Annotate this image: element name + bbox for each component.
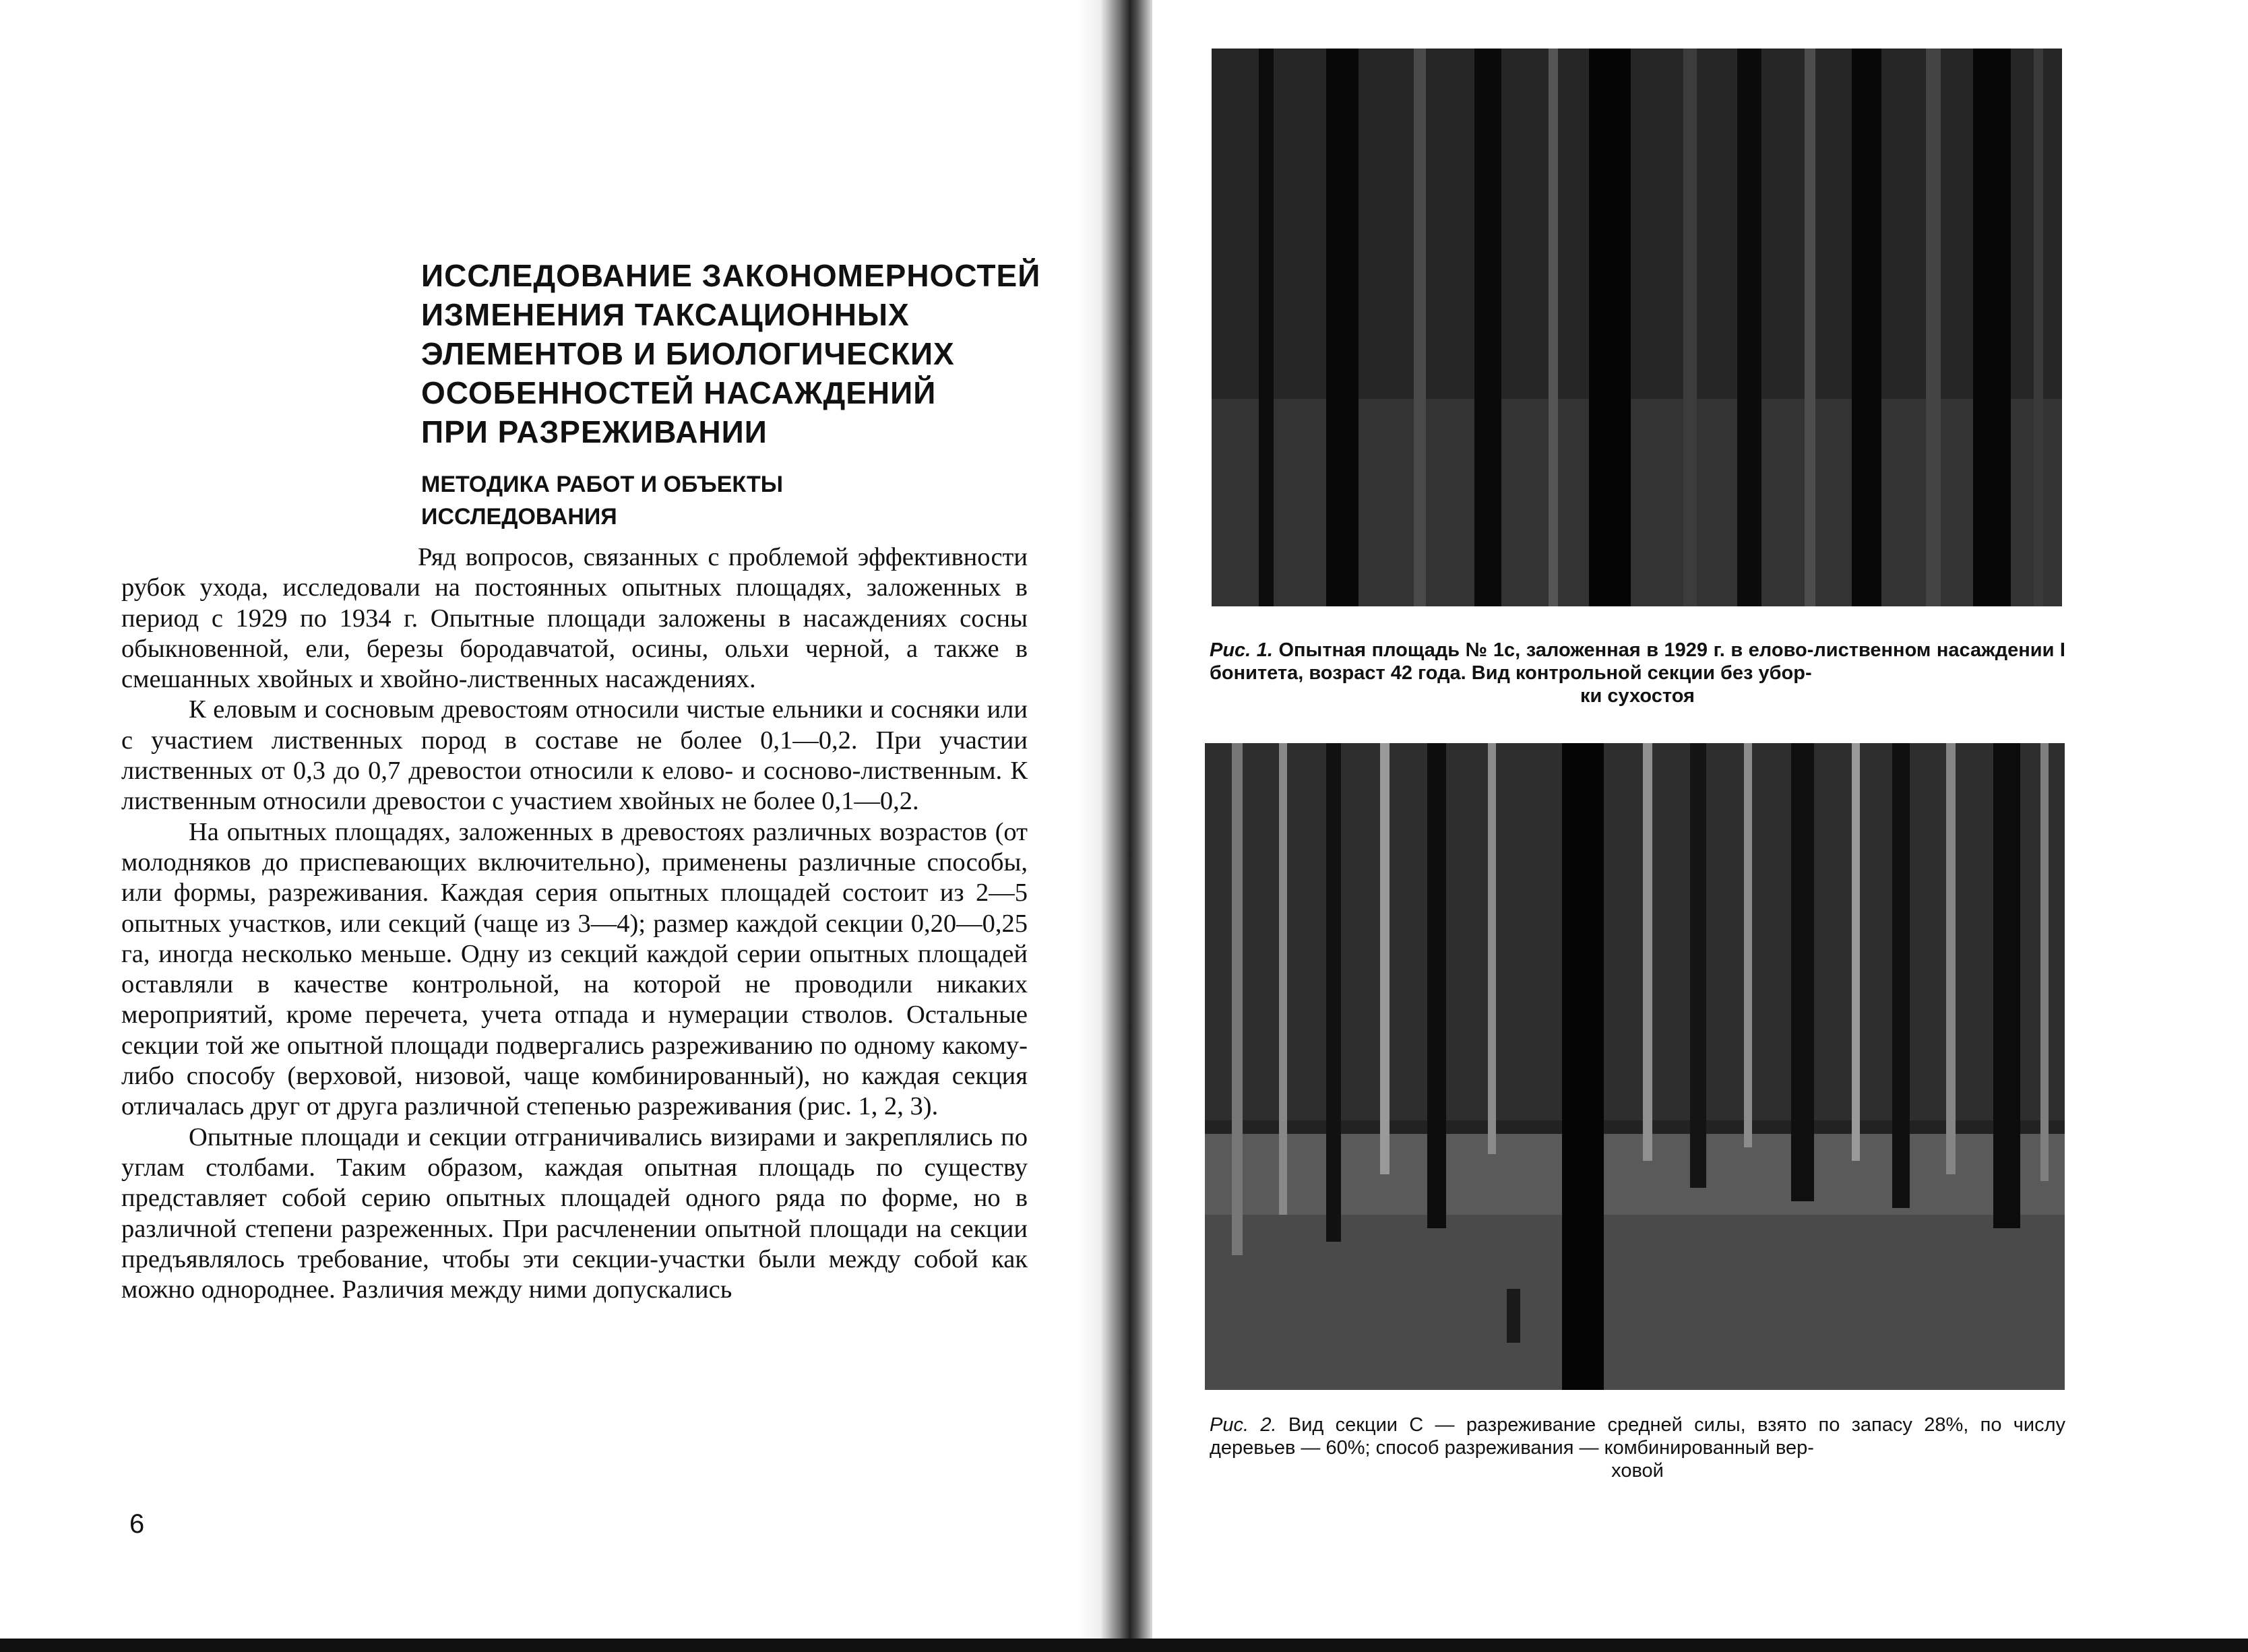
figure-2-label: Рис. 2. <box>1210 1414 1277 1436</box>
section-heading <box>421 468 960 533</box>
forest-photo-1 <box>1212 49 2062 606</box>
paragraph: На опытных площадях, заложенных в древостоях различных возрастов (от молодняков до приспевающих включительно), применены различные способы, или формы, разреживания. Каждая серия опытных площадей состоит из 2—5 опытных участков, или секций (чаще из 3—4); размер каждой секции 0,20—0,25 га, иногда несколько меньше. Одну из секций каждой серии опытных площадей оставляли в качестве контрольной, на которой не проводили никаких мероприятий, кроме перечета, учета отпада и нумерации стволов. Остальные секции той же опытной площади подвергались разреживанию по одному какому-либо способу (верховой, низовой, чаще комбинированный), но каждая секция отличалась друг от друга различной степенью разреживания (рис. 1, 2, 3). <box>121 817 1028 1121</box>
forest-photo-1-image <box>1212 49 2062 606</box>
body-text <box>121 542 1028 1305</box>
title-line: ОСОБЕННОСТЕЙ НАСАЖДЕНИЙ <box>421 375 937 410</box>
left-page <box>0 0 1098 1652</box>
figure-2-caption-end: ховой <box>1611 1460 1664 1482</box>
page-number: 6 <box>129 1509 145 1539</box>
paragraph: Ряд вопросов, связанных с проблемой эффективности рубок ухода, исследовали на постоянных опытных площадях, заложенных в период с 1929 по 1934 г. Опытные площади заложены в насаждениях сосны обыкновенной, ели, березы бородавчатой, осины, ольхи черной, а также в смешанных хвойных и хвойно-лиственных насаждениях. <box>121 543 1028 694</box>
subtitle-line: МЕТОДИКА РАБОТ И ОБЪЕКТЫ <box>421 472 784 497</box>
paragraph: К еловым и сосновым древостоям относили чистые ельники и сосняки или с участием лиственных пород в составе не более 0,1—0,2. При участии лиственных от 0,3 до 0,7 древостои относили к елово- и сосново-лиственным. К лиственным относили древостои с участием хвойных не более 0,1—0,2. <box>121 695 1028 816</box>
title-line: ИССЛЕДОВАНИЕ ЗАКОНОМЕРНОСТЕЙ <box>421 258 1041 293</box>
figure-1-caption-end: ки сухостоя <box>1580 685 1695 707</box>
forest-photo-2 <box>1205 743 2065 1390</box>
figure-2-caption <box>1210 1413 2065 1482</box>
scan-bottom-edge <box>0 1639 2248 1652</box>
subtitle-line: ИССЛЕДОВАНИЯ <box>421 504 617 530</box>
figure-1-caption <box>1210 639 2065 707</box>
figure-1-label: Рис. 1. <box>1210 639 1273 661</box>
figure-1-caption-text: Опытная площадь № 1с, заложенная в 1929 г. в елово-лиственном насаждении I бонитета, возраст 42 года. Вид контрольной секции без убор- <box>1210 639 2065 684</box>
title-line: ИЗМЕНЕНИЯ ТАКСАЦИОННЫХ <box>421 297 910 332</box>
figure-2-caption-text: Вид секции С — разреживание средней силы, взято по запасу 28%, по числу деревьев — 60%; способ разреживания — комбинированный вер- <box>1210 1414 2065 1459</box>
paragraph: Опытные площади и секции отграничивались визирами и закреплялись по углам столбами. Таким образом, каждая опытная площадь по существу представляет собой серию опытных площадей одного ряда по форме, но в различной степени разреженных. При расчленении опытной площади на секции предъявлялось требование, чтобы эти секции-участки были между собой как можно однороднее. Различия между ними допускались <box>121 1122 1028 1304</box>
title-line: ПРИ РАЗРЕЖИВАНИИ <box>421 414 768 449</box>
title-line: ЭЛЕМЕНТОВ И БИОЛОГИЧЕСКИХ <box>421 336 955 371</box>
forest-photo-2-image <box>1205 743 2065 1390</box>
article-title <box>421 256 1041 451</box>
